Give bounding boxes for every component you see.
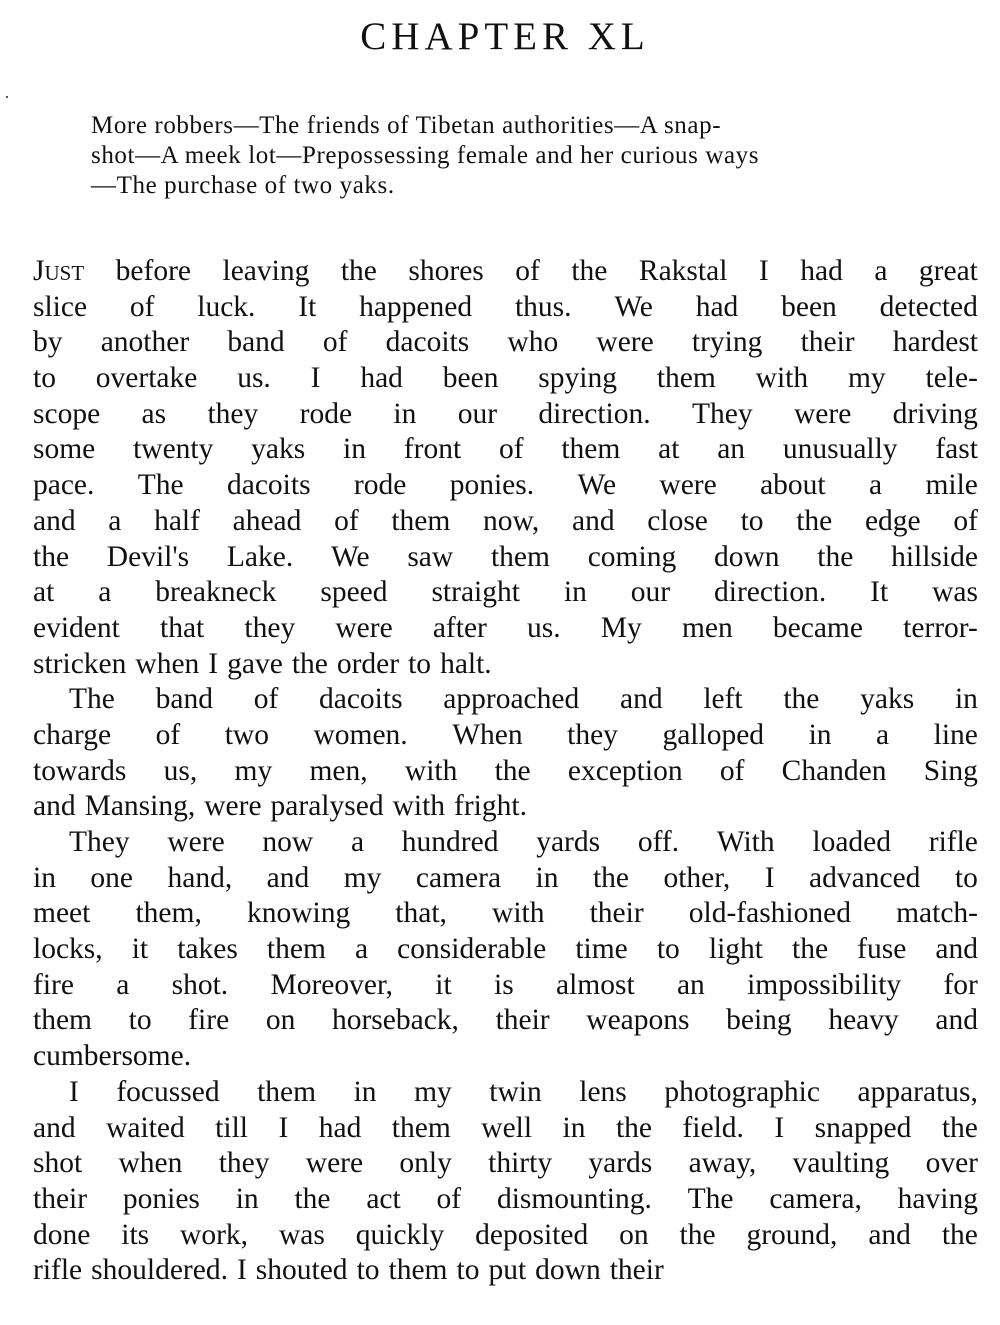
text-line: and a half ahead of them now, and close to the edge of [33, 504, 978, 537]
text-line: cumbersome. [33, 1040, 192, 1073]
ink-speck [6, 96, 8, 98]
text-line: charge of two women. When they galloped in a line [33, 718, 978, 751]
text-line: shot when they were only thirty yards away, vaulting over [33, 1147, 978, 1180]
text-line: some twenty yaks in front of them at an unusually fast [33, 433, 978, 466]
text-line: in one hand, and my camera in the other, I advanced to [33, 861, 978, 894]
text-line: to overtake us. I had been spying them with my tele- [33, 362, 978, 395]
text-line: meet them, knowing that, with their old-fashioned match- [33, 897, 978, 930]
text-line: pace. The dacoits rode ponies. We were about a mile [33, 469, 978, 502]
text-line: locks, it takes them a considerable time to light the fuse and [33, 933, 978, 966]
text-line: fire a shot. Moreover, it is almost an impossibility for [33, 968, 978, 1001]
text-line: done its work, was quickly deposited on the ground, and the [33, 1218, 978, 1251]
text-line: evident that they were after us. My men became terror- [33, 611, 978, 644]
text-line: by another band of dacoits who were trying their hardest [33, 326, 978, 359]
text-line: their ponies in the act of dismounting. The camera, having [33, 1182, 978, 1215]
text-line: and Mansing, were paralysed with fright. [33, 790, 527, 823]
paragraph [33, 1075, 978, 1289]
opening-word: Just [33, 255, 85, 287]
synopsis-line: shot—A meek lot—Prepossessing female and her curious ways [91, 142, 760, 169]
paragraph [33, 254, 978, 682]
text-line: I focussed them in my twin lens photographic apparatus, [69, 1075, 978, 1108]
chapter-title: CHAPTER XL [360, 15, 650, 58]
paragraph [33, 825, 978, 1075]
paragraph [33, 682, 978, 825]
text-line: them to fire on horseback, their weapons being heavy and [33, 1004, 978, 1037]
text-line: They were now a hundred yards off. With loaded rifle [69, 826, 978, 858]
text-line: stricken when I gave the order to halt. [33, 647, 492, 680]
synopsis-line: —The purchase of two yaks. [91, 172, 395, 199]
text-line: The band of dacoits approached and left the yaks in [69, 683, 978, 716]
text-line: rifle shouldered. I shouted to them to put down their [33, 1254, 664, 1287]
text-line: slice of luck. It happened thus. We had been detected [33, 290, 978, 323]
text-line: at a breakneck speed straight in our direction. It was [33, 576, 978, 609]
text-line: the Devil's Lake. We saw them coming down the hillside [33, 540, 978, 573]
text-line: scope as they rode in our direction. They were driving [33, 397, 978, 430]
chapter-body [33, 254, 978, 1289]
text-line: Just before leaving the shores of the Rakstal I had a great [33, 254, 978, 290]
chapter-synopsis [91, 111, 921, 201]
text-line: towards us, my men, with the exception of Chanden Sing [33, 754, 978, 787]
text-line: and waited till I had them well in the field. I snapped the [33, 1111, 978, 1144]
synopsis-line: More robbers—The friends of Tibetan authorities—A snap- [91, 112, 722, 139]
